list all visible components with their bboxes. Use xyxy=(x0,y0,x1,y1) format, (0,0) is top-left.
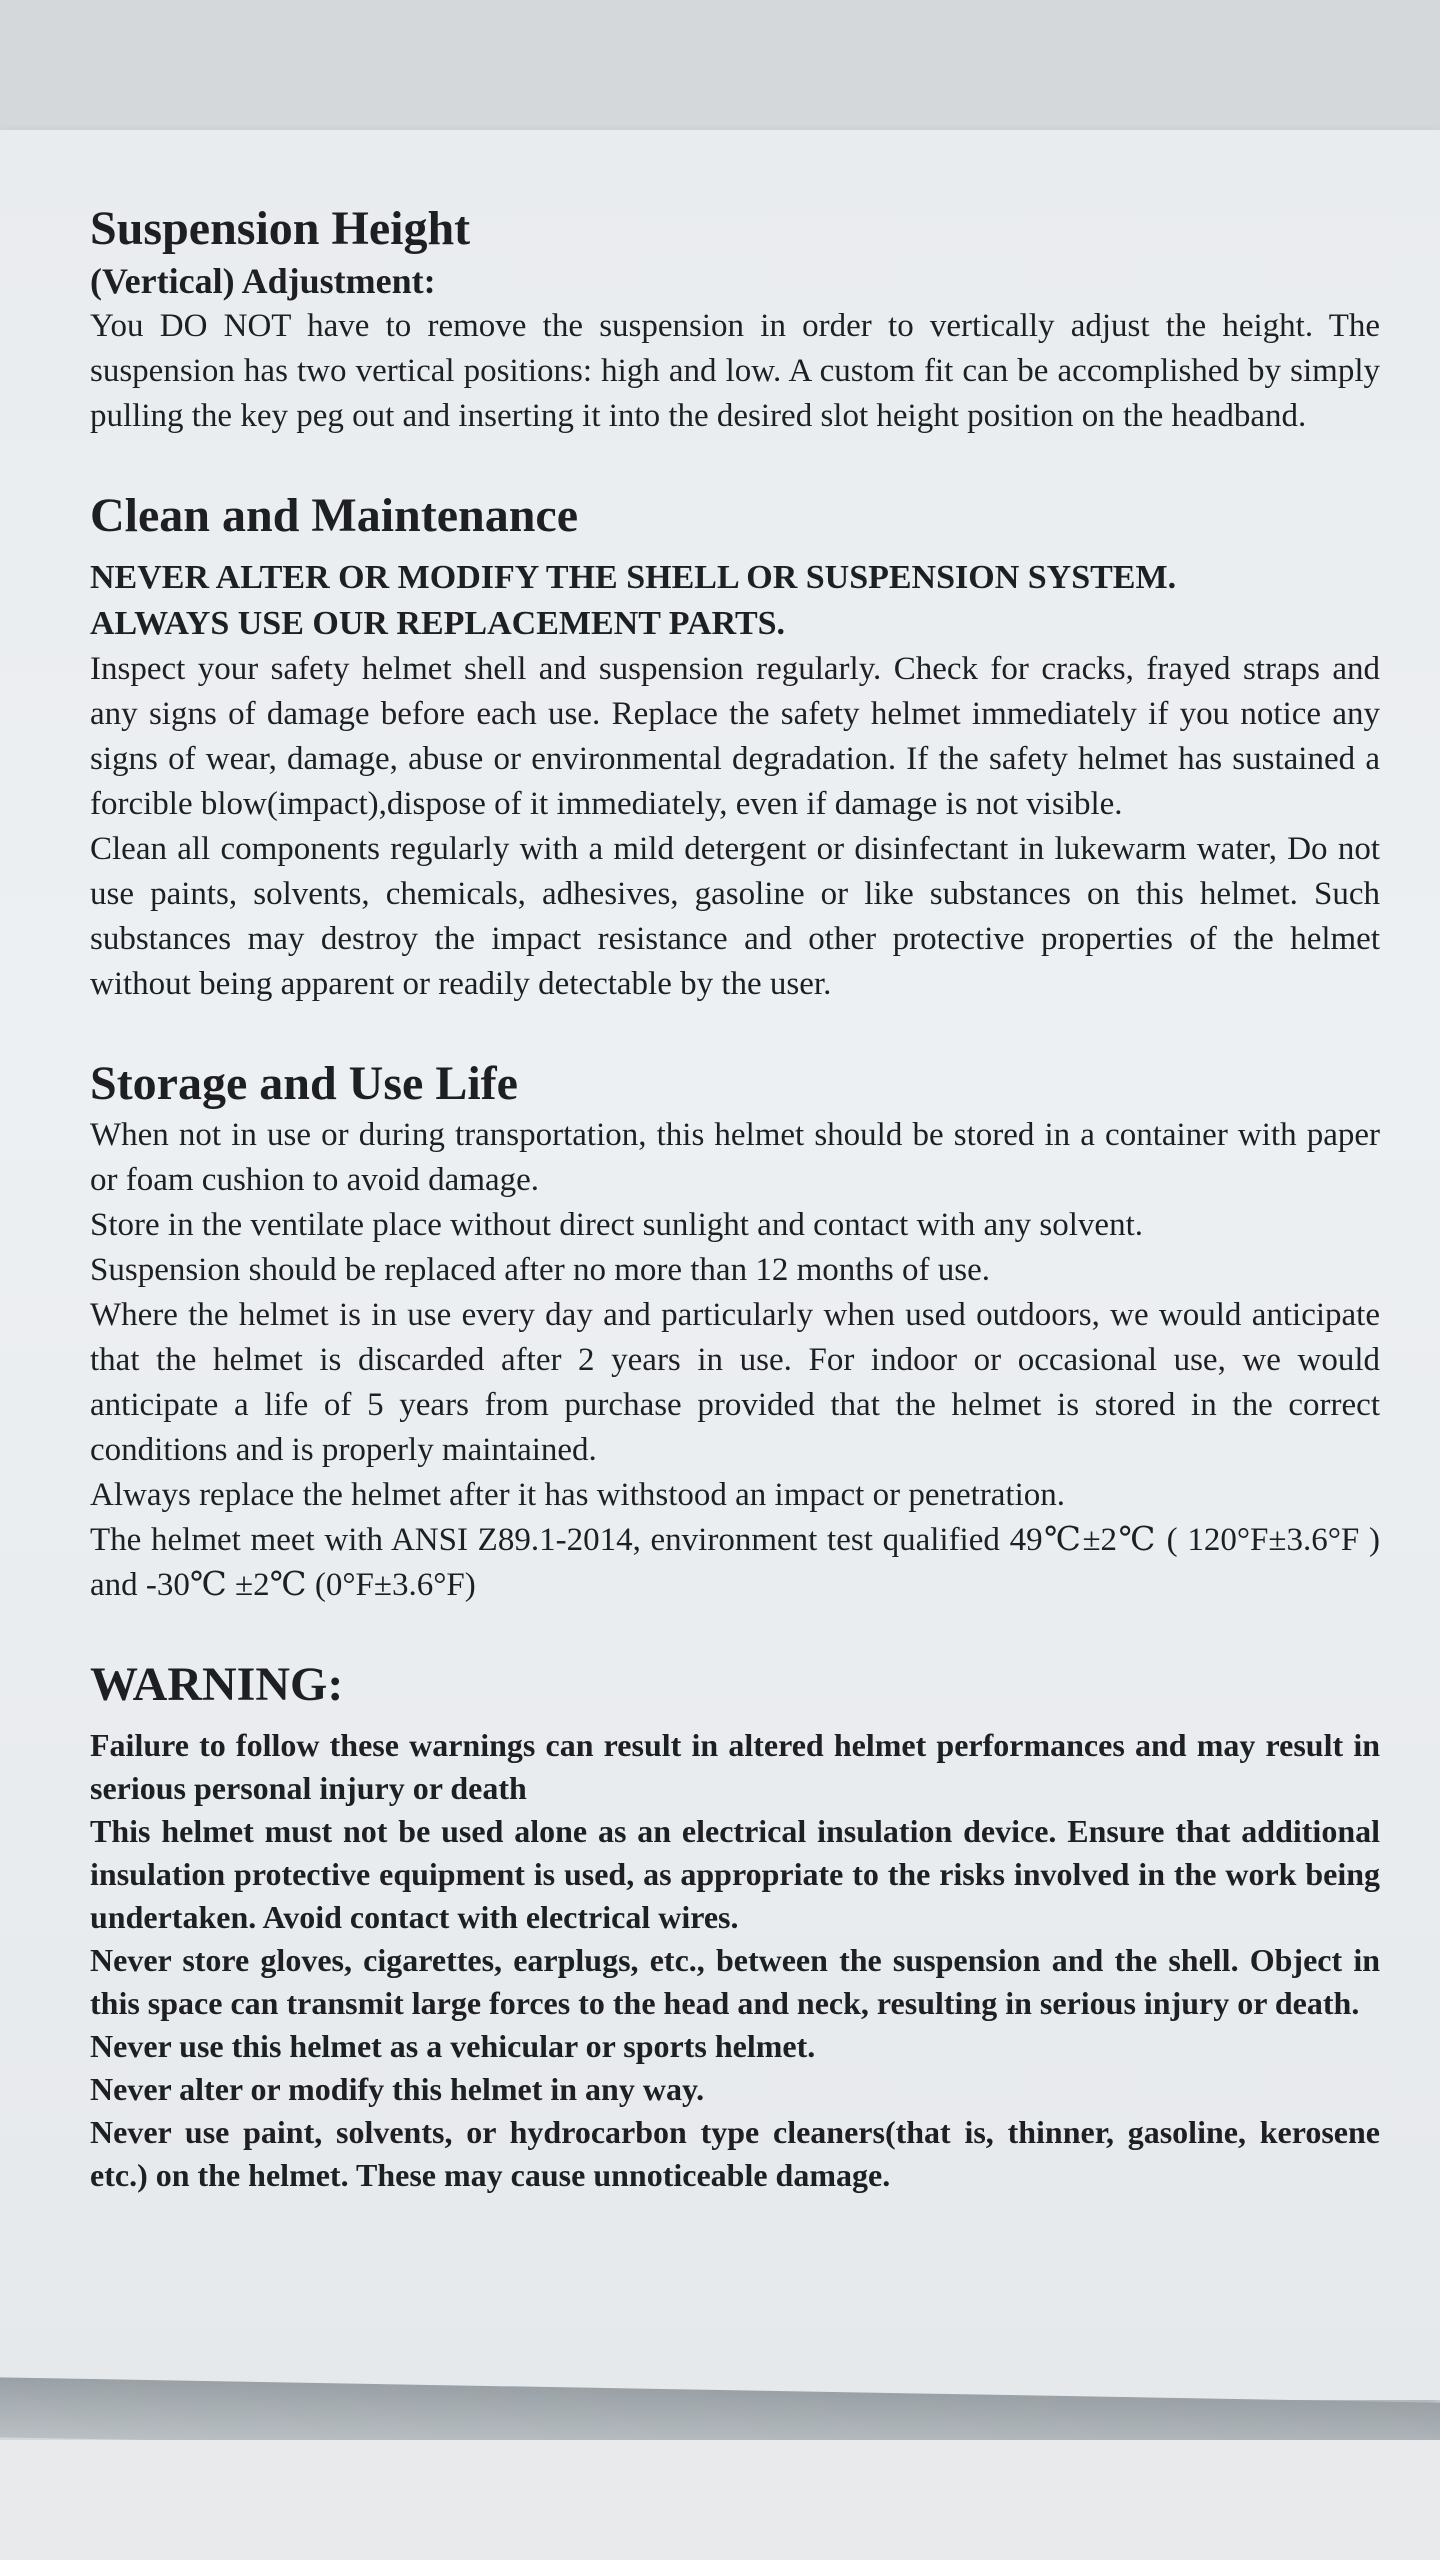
suspension-subtitle: (Vertical) Adjustment: xyxy=(90,261,436,301)
background-surface xyxy=(0,2440,1440,2560)
clean-alert-modify: NEVER ALTER OR MODIFY THE SHELL OR SUSPENSION SYSTEM. xyxy=(90,559,1177,596)
storage-title: Storage and Use Life xyxy=(90,1057,518,1110)
instruction-document xyxy=(90,200,1380,2197)
warning-insulation-paragraph: This helmet must not be used alone as an electrical insulation device. Ensure that additional insulation protective equipment is used, as appropriate to the risks involved in the work being undertaken. Avoid contact with electrical wires. xyxy=(90,1813,1380,1935)
warning-storage-paragraph: Never store gloves, cigarettes, earplugs, etc., between the suspension and the shell. Object in this space can transmit large forces to the head and neck, resulting in serious injury or death. xyxy=(90,1942,1380,2021)
storage-standard-paragraph: The helmet meet with ANSI Z89.1-2014, environment test qualified 49℃±2℃ ( 120°F±3.6°F ) and -30℃ ±2℃ (0°F±3.6°F) xyxy=(90,1522,1380,1603)
section-clean-maintenance xyxy=(90,487,1380,1007)
storage-impact-paragraph: Always replace the helmet after it has withstood an impact or penetration. xyxy=(90,1477,1065,1513)
section-warning xyxy=(90,1656,1380,2197)
warning-title: WARNING: xyxy=(90,1658,344,1711)
suspension-body: You DO NOT have to remove the suspension in order to vertically adjust the height. The suspension has two vertical positions: high and low. A custom fit can be accomplished by simply pulling the key peg out and inserting it into the desired slot height position on the headband. xyxy=(90,308,1380,434)
storage-suspension-replace-paragraph: Suspension should be replaced after no more than 12 months of use. xyxy=(90,1252,990,1288)
storage-transport-paragraph: When not in use or during transportation, this helmet should be stored in a container with paper or foam cushion to avoid damage. xyxy=(90,1117,1380,1198)
clean-inspect-paragraph: Inspect your safety helmet shell and suspension regularly. Check for cracks, frayed straps and any signs of damage before each use. Replace the safety helmet immediately if you notice any signs of wear, damage, abuse or environmental degradation. If the safety helmet has sustained a forcible blow(impact),dispose of it immediately, even if damage is not visible. xyxy=(90,651,1380,822)
clean-title: Clean and Maintenance xyxy=(90,489,579,542)
clean-alert-parts: ALWAYS USE OUR REPLACEMENT PARTS. xyxy=(90,605,786,642)
clean-components-paragraph: Clean all components regularly with a mild detergent or disinfectant in lukewarm water, Do not use paints, solvents, chemicals, adhesives, gasoline or like substances on this helmet. Such substances may destroy the impact resistance and other protective properties of the helmet without being apparent or readily detectable by the user. xyxy=(90,831,1380,1002)
warning-failure-paragraph: Failure to follow these warnings can result in altered helmet performances and may result in serious personal injury or death xyxy=(90,1727,1380,1806)
storage-ventilate-paragraph: Store in the ventilate place without direct sunlight and contact with any solvent. xyxy=(90,1207,1143,1243)
warning-cleaners-paragraph: Never use paint, solvents, or hydrocarbon type cleaners(that is, thinner, gasoline, kerosene etc.) on the helmet. These may cause unnoticeable damage. xyxy=(90,2114,1380,2193)
warning-modify-paragraph: Never alter or modify this helmet in any way. xyxy=(90,2071,705,2107)
storage-lifetime-paragraph: Where the helmet is in use every day and particularly when used outdoors, we would anticipate that the helmet is discarded after 2 years in use. For indoor or occasional use, we would anticipate a life of 5 years from purchase provided that the helmet is stored in the correct conditions and is properly maintained. xyxy=(90,1297,1380,1468)
warning-vehicular-paragraph: Never use this helmet as a vehicular or sports helmet. xyxy=(90,2028,816,2064)
suspension-title: Suspension Height xyxy=(90,202,471,255)
section-storage-use-life xyxy=(90,1055,1380,1608)
section-suspension-height xyxy=(90,200,1380,439)
